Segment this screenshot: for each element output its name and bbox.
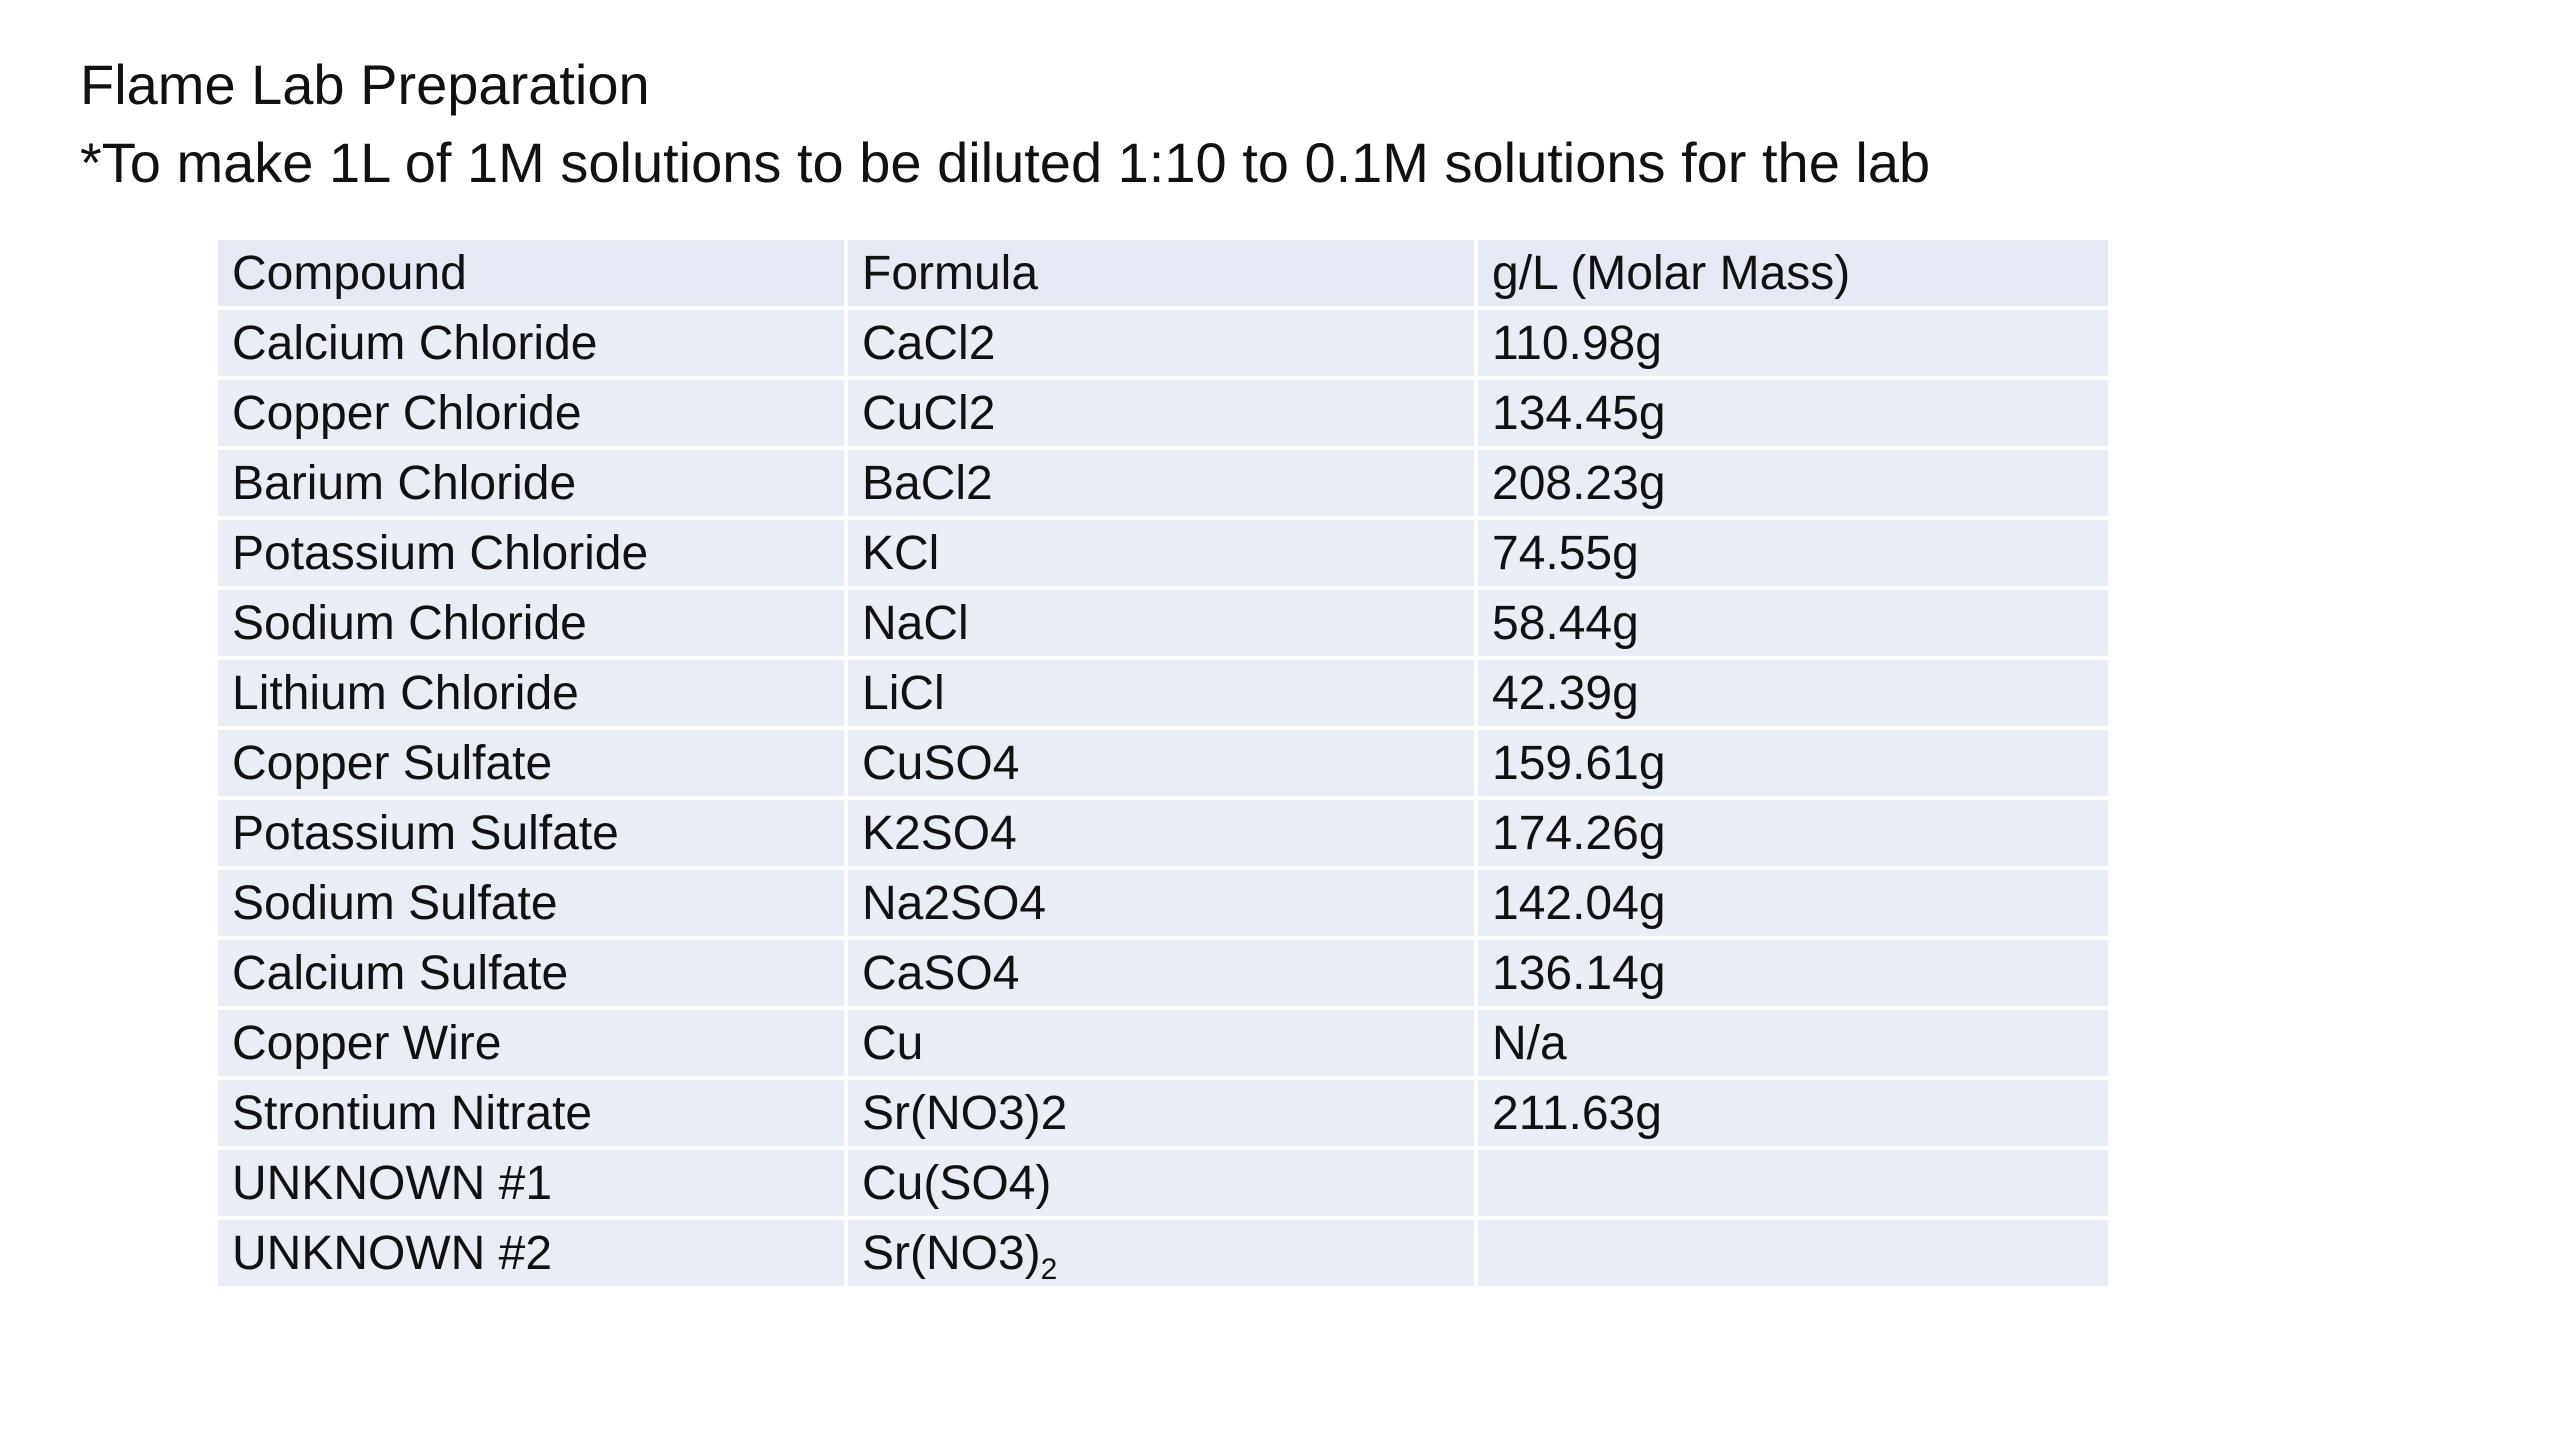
table-row [218, 590, 2108, 660]
table-row [218, 310, 2108, 380]
cell-formula: CuSO4 [848, 730, 1478, 800]
slide-subtitle: *To make 1L of 1M solutions to be diluted 1:10 to 0.1M solutions for the lab [80, 131, 1931, 194]
table-row [218, 1220, 2108, 1290]
table-row [218, 660, 2108, 730]
table-row [218, 940, 2108, 1010]
cell-compound: Sodium Chloride [218, 590, 848, 660]
cell-mass: 136.14g [1478, 940, 2108, 1010]
cell-mass: 159.61g [1478, 730, 2108, 800]
cell-formula: Sr(NO3)2 [848, 1080, 1478, 1150]
cell-compound: Calcium Sulfate [218, 940, 848, 1010]
table-row [218, 870, 2108, 940]
cell-mass: 211.63g [1478, 1080, 2108, 1150]
formula-text: Sr(NO3) [862, 1226, 1041, 1280]
header-molar-mass: g/L (Molar Mass) [1478, 240, 2108, 310]
cell-compound: Potassium Chloride [218, 520, 848, 590]
cell-mass: N/a [1478, 1010, 2108, 1080]
cell-mass [1478, 1220, 2108, 1290]
cell-compound: Lithium Chloride [218, 660, 848, 730]
compound-table [218, 240, 2108, 1290]
cell-mass: 134.45g [1478, 380, 2108, 450]
title-block [80, 46, 2380, 202]
table-header-row [218, 240, 2108, 310]
cell-formula: K2SO4 [848, 800, 1478, 870]
cell-formula: CaCl2 [848, 310, 1478, 380]
cell-formula: CuCl2 [848, 380, 1478, 450]
cell-compound: Strontium Nitrate [218, 1080, 848, 1150]
cell-formula: Cu(SO4) [848, 1150, 1478, 1220]
cell-mass: 142.04g [1478, 870, 2108, 940]
cell-compound: UNKNOWN #1 [218, 1150, 848, 1220]
cell-mass: 208.23g [1478, 450, 2108, 520]
table-row [218, 1150, 2108, 1220]
table-row [218, 1010, 2108, 1080]
cell-compound: Copper Wire [218, 1010, 848, 1080]
cell-formula [848, 1220, 1478, 1290]
cell-compound: Copper Chloride [218, 380, 848, 450]
cell-formula: LiCl [848, 660, 1478, 730]
cell-mass: 42.39g [1478, 660, 2108, 730]
header-formula: Formula [848, 240, 1478, 310]
cell-formula: KCl [848, 520, 1478, 590]
table-row [218, 800, 2108, 870]
cell-compound: Potassium Sulfate [218, 800, 848, 870]
slide-title: Flame Lab Preparation [80, 53, 650, 116]
cell-compound: Calcium Chloride [218, 310, 848, 380]
formula-subscript: 2 [1040, 1252, 1058, 1286]
table-row [218, 450, 2108, 520]
cell-compound: Sodium Sulfate [218, 870, 848, 940]
cell-mass [1478, 1150, 2108, 1220]
table-row [218, 520, 2108, 590]
table-row [218, 730, 2108, 800]
header-compound: Compound [218, 240, 848, 310]
cell-formula: Cu [848, 1010, 1478, 1080]
cell-formula: BaCl2 [848, 450, 1478, 520]
cell-mass: 74.55g [1478, 520, 2108, 590]
cell-mass: 174.26g [1478, 800, 2108, 870]
cell-compound: Barium Chloride [218, 450, 848, 520]
cell-formula: CaSO4 [848, 940, 1478, 1010]
cell-compound: UNKNOWN #2 [218, 1220, 848, 1290]
table-row [218, 380, 2108, 450]
compound-table-wrap [218, 240, 2108, 1290]
cell-compound: Copper Sulfate [218, 730, 848, 800]
cell-formula: NaCl [848, 590, 1478, 660]
cell-mass: 58.44g [1478, 590, 2108, 660]
cell-mass: 110.98g [1478, 310, 2108, 380]
cell-formula: Na2SO4 [848, 870, 1478, 940]
table-row [218, 1080, 2108, 1150]
